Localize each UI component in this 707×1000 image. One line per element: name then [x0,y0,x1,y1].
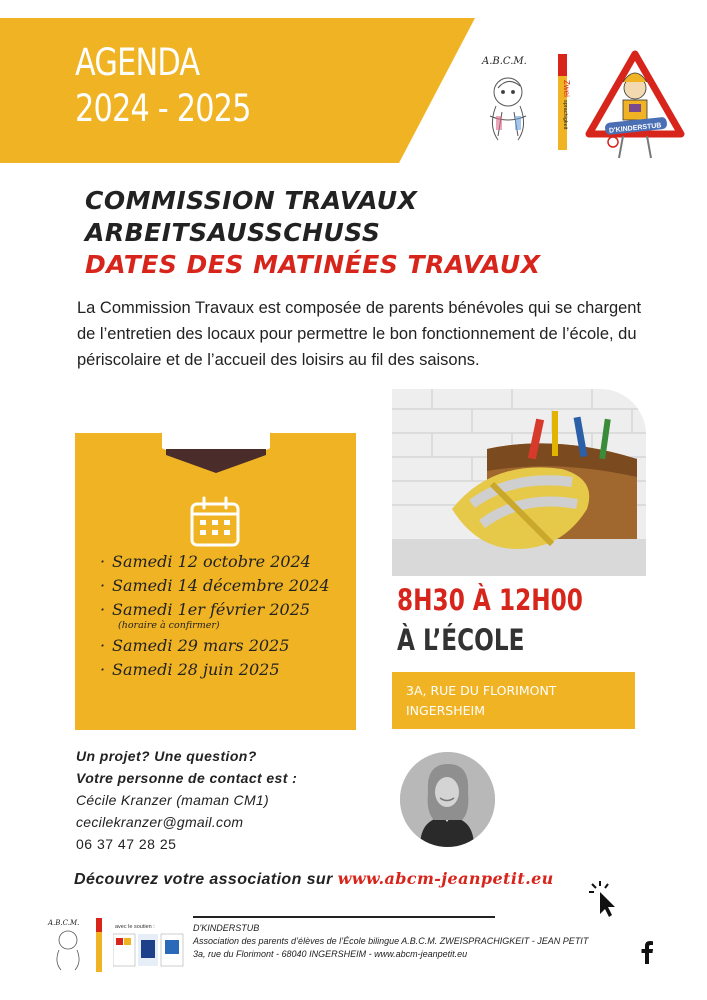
abcm-logo [478,50,573,152]
contact-name: Cécile Kranzer (maman CM1) [76,792,269,808]
facebook-icon[interactable] [640,940,654,964]
abcm-logo-text: A.B.C.M. [482,56,527,67]
date-item: · Samedi 14 décembre 2024 [100,576,330,595]
contact-avatar [400,752,495,847]
date-item: · Samedi 29 mars 2025 [100,636,290,655]
footer-line2: 3a, rue du Florimont - 68040 INGERSHEIM - www.abcm-jeanpetit.eu [193,949,468,959]
footer-line1: Association des parents d’élèves de l’École bilingue A.B.C.M. ZWEISPRACHIGKEIT - JEAN PETIT [193,936,589,946]
heading-commission: COMMISSION TRAVAUX [85,186,418,215]
contact-question1: Un projet? Une question? [76,748,257,764]
website-link[interactable]: www.abcm-jeanpetit.eu [337,869,554,888]
sponsor-logos [113,932,185,968]
contact-question2: Votre personne de contact est : [76,770,298,786]
footer-title: D'KINDERSTUB [193,923,260,933]
calendar-icon [189,496,241,548]
address-line1: 3A, RUE DU FLORIMONT [406,683,557,698]
footer-divider [193,916,495,918]
chevron-down-icon [166,449,266,473]
svg-text:A.B.C.M.: A.B.C.M. [48,919,80,927]
address-line2: INGERSHEIM [406,703,486,718]
dates-list [100,550,330,682]
agenda-title-line1: AGENDA [75,41,200,84]
intro-paragraph: La Commission Travaux est composée de parents bénévoles qui se chargent de l’entretien des locaux pour permettre le bon fonctionnement de l’école, du périscolaire et de l’accueil des loisirs au fil des saisons. [77,299,642,369]
footer-text [193,922,588,961]
date-item: · Samedi 28 juin 2025 [100,660,280,679]
headings [85,185,540,281]
discover-text: Découvrez votre association sur [74,871,338,888]
address-box [392,672,635,729]
cursor-click-icon [588,880,622,918]
dkinderstub-logo [585,48,685,160]
agenda-title-line2: 2024 - 2025 [75,87,251,130]
footer-abcm-logo [46,916,106,974]
tools-photo [392,389,646,576]
agenda-title [75,40,251,132]
date-item: · Samedi 12 octobre 2024 [100,552,311,571]
heading-dates: DATES DES MATINÉES TRAVAUX [85,250,541,279]
support-label: avec le soutien : [115,924,155,930]
dkinderstub-logo-text: D'KINDERSTUB [608,122,662,135]
contact-block [76,745,297,855]
contact-phone[interactable]: 06 37 47 28 25 [76,836,177,852]
heading-arbeitsausschuss: ARBEITSAUSSCHUSS [85,218,381,247]
abcm-logo-side-small: sprachigkeit [562,100,568,130]
event-place: À L’ÉCOLE [397,623,525,657]
date-item: · Samedi 1er février 2025 [100,600,311,619]
date-note: (horaire à confirmer) [118,620,220,631]
abcm-logo-side: Zwei [562,80,571,97]
contact-email[interactable]: cecilekranzer@gmail.com [76,814,244,830]
discover-line [74,869,554,889]
event-time: 8H30 À 12H00 [397,583,583,617]
